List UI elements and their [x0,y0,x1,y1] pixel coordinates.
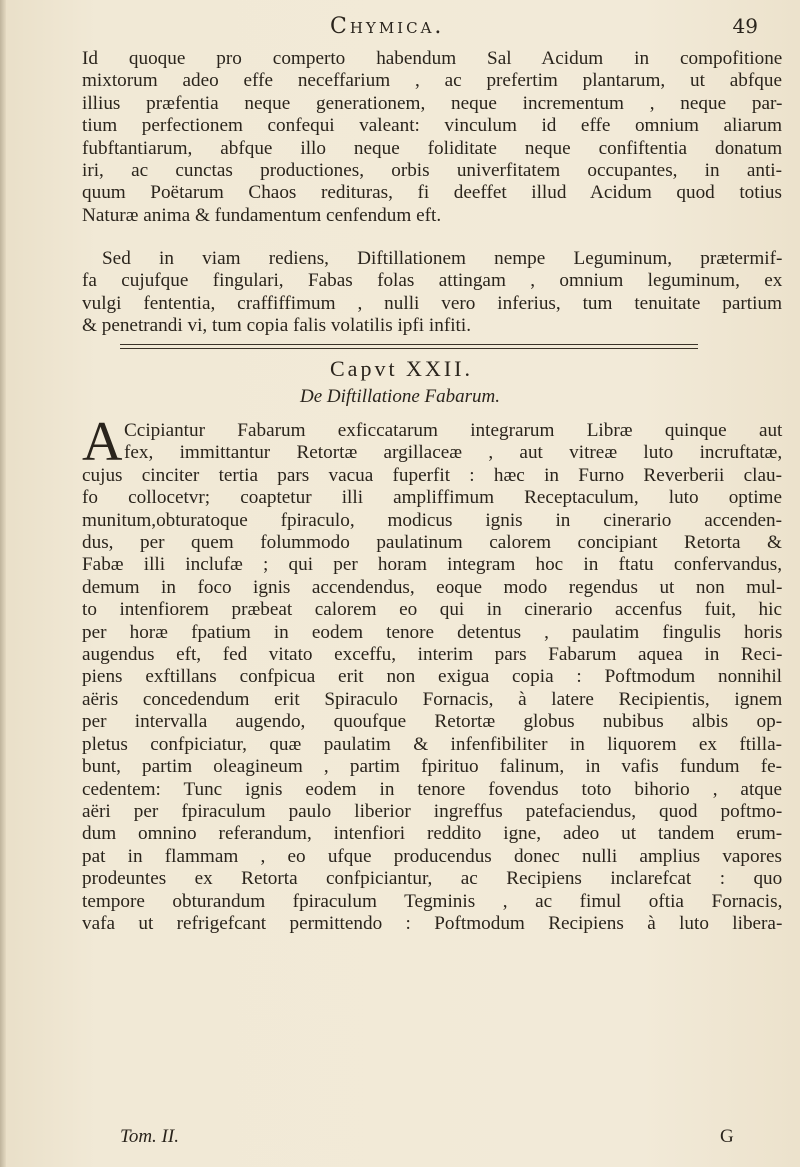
text-line: Ccipiantur Fabarum exficcatarum integrarum Libræ quinque aut [124,420,783,441]
text-line: prodeuntes ex Retorta confpiciantur, ac Recipiens inclarefcat : quo [82,868,783,890]
text-line: demum in foco ignis accendendus, eoque modo regendus ut non mul- [82,576,783,598]
volume-mark: Tom. II. [120,1126,179,1147]
text-line: iri, ac cunctas productiones, orbis univerfitatem occupantes, in anti- [82,160,782,182]
text-line: mixtorum adeo effe neceffarium , ac prefertim plantarum, ut abfque [82,70,782,92]
text-line: Sed in viam rediens, Diftillationem nempe Leguminum, prætermif- [102,248,783,269]
text-line: pletus confpiciatur, quæ paulatim & infenfibiliter in liquorem ex ftilla- [82,733,782,755]
text-line: Fabæ illi inclufæ ; qui per horam integram hoc in ftatu confervandus, [82,554,782,576]
paragraph-1 [82,48,782,227]
text-line: bunt, partim oleagineum , partim fpirituo falinum, in vafis fundum fe- [82,756,782,778]
text-line: fubftantiarum, abfque illo neque foliditate neque confiftentia donatum [82,137,783,159]
text-line: fo collocetvr; coaptetur illi ampliffimum Receptaculum, luto optime [82,487,782,509]
running-header [0,12,800,42]
text-line: cujus cinciter tertia pars vacua fuperfit : hæc in Furno Reverberii clau- [82,464,782,486]
text-line: fa cujufque fingulari, Fabas folas attingam , omnium leguminum, ex [82,270,783,292]
text-line: dus, per quem folummodo paulatinum calorem concipiant Retorta & [82,532,782,554]
chapter-subtitle: De Diftillatione Fabarum. [299,386,500,407]
text-line: vulgi fententia, craffiffimum , nulli vero inferius, tum tenuitate partium [82,292,782,314]
text-line: fex, immittantur Retortæ argillaceæ , aut vitreæ luto incruftatæ, [124,442,783,464]
text-line: tium perfectionem confequi valeant: vinculum id effe omnium aliarum [82,115,783,137]
paragraph-3 [82,411,783,935]
text-line: piens exftillans confpicua erit non exigua copia : Poftmodum nonnihil [82,666,782,688]
gathering-mark: G [720,1126,734,1147]
text-line: per horæ fpatium in eodem tenore detentus , paulatim fingulis horis [82,621,783,643]
text-line: cedentem: Tunc ignis eodem in tenore fovendus toto bihorio , atque [82,778,782,800]
running-title: Chymica. [330,14,445,39]
text-line: Naturæ anima & fundamentum cenfendum eft. [82,204,442,226]
page-number: 49 [732,14,758,38]
page-gutter [0,0,6,1167]
text-line: & penetrandi vi, tum copia falis volatilis ipfi infiti. [82,315,472,337]
signature-line [0,1126,800,1152]
text-line: munitum,obturatoque fpiraculo, modicus ignis in cinerario accenden- [82,509,782,531]
text-line: to intenfiorem præbeat calorem eo qui in cinerario accenfus fuit, hic [82,599,782,621]
chapter-heading: Capvt XXII. [330,356,473,381]
text-line: Id quoque pro comperto habendum Sal Acidum in compofitione [82,48,783,69]
drop-cap: A [82,411,123,473]
text-line: illius præfentia neque generationem, neque incrementum , neque par- [82,92,783,114]
text-line: pat in flammam , eo ufque producendus donec nulli amplius vapores [82,845,782,867]
text-line: tempore obturandum fpiraculum Tegminis , ac fimul oftia Fornacis, [82,890,783,912]
section-rule [120,344,698,349]
text-line: aëris concedendum erit Spiraculo Fornacis, à latere Recipientis, ignem [82,688,783,710]
text-line: dum omnino referandum, intenfiori reddito igne, adeo ut tandem erum- [82,823,783,845]
text-line: augendus eft, fed vitato exceffu, interim pars Fabarum aquea in Reci- [82,644,783,666]
text-line: per intervalla augendo, quoufque Retortæ globus nubibus albis op- [82,711,783,733]
text-line: quum Poëtarum Chaos redituras, fi deeffet illud Acidum quod totius [82,182,782,204]
text-line: aëri per fpiraculum paulo liberior ingreffus patefaciendus, quod poftmo- [82,800,783,822]
paragraph-2 [82,248,782,338]
text-line: vafa ut refrigefcant permittendo : Poftmodum Recipiens à luto libera- [82,912,783,934]
